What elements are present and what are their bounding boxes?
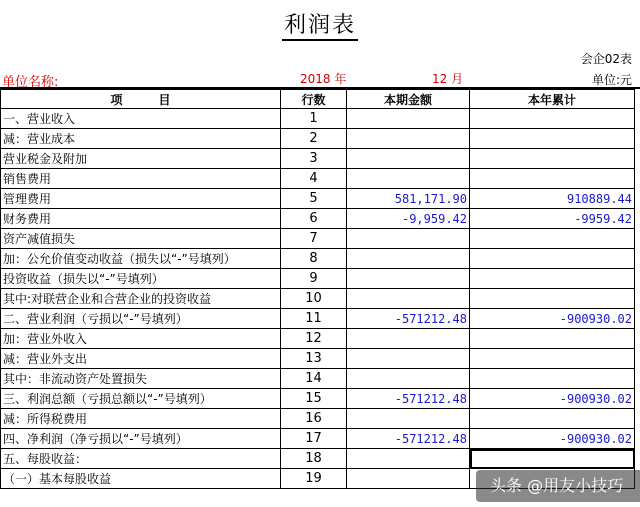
- cell-item[interactable]: 资产减值损失: [1, 229, 281, 249]
- cell-item[interactable]: 四、净利润（净亏损以“-”号填列）: [1, 429, 281, 449]
- cell-row-number[interactable]: 6: [281, 209, 347, 229]
- cell-current-amount[interactable]: 581,171.90: [347, 189, 470, 209]
- table-row: [1, 429, 635, 449]
- cell-item[interactable]: 投资收益（损失以“-”号填列）: [1, 269, 281, 289]
- cell-row-number[interactable]: 3: [281, 149, 347, 169]
- cell-item[interactable]: 三、利润总额（亏损总额以“-”号填列）: [1, 389, 281, 409]
- cell-current-amount[interactable]: [347, 369, 470, 389]
- cell-ytd-amount[interactable]: [470, 269, 635, 289]
- cell-item[interactable]: 财务费用: [1, 209, 281, 229]
- cell-current-amount[interactable]: [347, 409, 470, 429]
- table-row: [1, 129, 635, 149]
- header-current-amount[interactable]: 本期金额: [347, 90, 470, 109]
- cell-ytd-amount[interactable]: [470, 149, 635, 169]
- cell-row-number[interactable]: 2: [281, 129, 347, 149]
- cell-current-amount[interactable]: [347, 449, 470, 469]
- cell-row-number[interactable]: 12: [281, 329, 347, 349]
- cell-item[interactable]: 加：营业外收入: [1, 329, 281, 349]
- report-year[interactable]: 2018 年: [300, 72, 347, 86]
- cell-item[interactable]: （一）基本每股收益: [1, 469, 281, 489]
- report-month[interactable]: 12 月: [432, 72, 464, 86]
- cell-row-number[interactable]: 7: [281, 229, 347, 249]
- cell-item[interactable]: 管理费用: [1, 189, 281, 209]
- cell-ytd-amount[interactable]: [470, 289, 635, 309]
- table-row: [1, 449, 635, 469]
- cell-ytd-amount[interactable]: -9959.42: [470, 209, 635, 229]
- table-row: [1, 389, 635, 409]
- cell-row-number[interactable]: 13: [281, 349, 347, 369]
- table-row: [1, 409, 635, 429]
- form-code: 会企02表: [580, 52, 632, 66]
- cell-item[interactable]: 营业税金及附加: [1, 149, 281, 169]
- cell-item[interactable]: 减：所得税费用: [1, 409, 281, 429]
- cell-ytd-amount[interactable]: [470, 129, 635, 149]
- cell-item[interactable]: 其中:对联营企业和合营企业的投资收益: [1, 289, 281, 309]
- cell-row-number[interactable]: 16: [281, 409, 347, 429]
- cell-item[interactable]: 二、营业利润（亏损以“-”号填列）: [1, 309, 281, 329]
- cell-current-amount[interactable]: -571212.48: [347, 309, 470, 329]
- table-row: [1, 149, 635, 169]
- cell-ytd-amount[interactable]: [470, 249, 635, 269]
- table-row: [1, 229, 635, 249]
- cell-row-number[interactable]: 8: [281, 249, 347, 269]
- cell-current-amount[interactable]: -571212.48: [347, 389, 470, 409]
- table-row: [1, 249, 635, 269]
- cell-current-amount[interactable]: [347, 229, 470, 249]
- cell-row-number[interactable]: 5: [281, 189, 347, 209]
- header-ytd-amount[interactable]: 本年累计: [470, 90, 635, 109]
- table-row: [1, 189, 635, 209]
- table-row: [1, 369, 635, 389]
- cell-row-number[interactable]: 14: [281, 369, 347, 389]
- cell-row-number[interactable]: 10: [281, 289, 347, 309]
- cell-ytd-amount[interactable]: [470, 449, 635, 469]
- cell-item[interactable]: 减：营业成本: [1, 129, 281, 149]
- table-row: [1, 289, 635, 309]
- report-title: 利润表: [0, 8, 640, 39]
- cell-ytd-amount[interactable]: [470, 169, 635, 189]
- cell-ytd-amount[interactable]: [470, 229, 635, 249]
- table-row: [1, 309, 635, 329]
- table-row: [1, 169, 635, 189]
- cell-ytd-amount[interactable]: 910889.44: [470, 189, 635, 209]
- cell-current-amount[interactable]: [347, 169, 470, 189]
- cell-row-number[interactable]: 17: [281, 429, 347, 449]
- cell-item[interactable]: 销售费用: [1, 169, 281, 189]
- unit-name-label[interactable]: 单位名称:: [2, 75, 59, 90]
- cell-ytd-amount[interactable]: -900930.02: [470, 429, 635, 449]
- currency-unit: 单位:元: [591, 73, 632, 87]
- cell-current-amount[interactable]: -9,959.42: [347, 209, 470, 229]
- table-row: [1, 209, 635, 229]
- cell-row-number[interactable]: 15: [281, 389, 347, 409]
- cell-item[interactable]: 其中：非流动资产处置损失: [1, 369, 281, 389]
- cell-item[interactable]: 五、每股收益：: [1, 449, 281, 469]
- cell-row-number[interactable]: 1: [281, 109, 347, 129]
- income-statement-table: [0, 89, 635, 489]
- cell-row-number[interactable]: 18: [281, 449, 347, 469]
- table-row: [1, 349, 635, 369]
- cell-row-number[interactable]: 9: [281, 269, 347, 289]
- cell-ytd-amount[interactable]: [470, 349, 635, 369]
- cell-current-amount[interactable]: [347, 269, 470, 289]
- cell-current-amount[interactable]: [347, 329, 470, 349]
- cell-ytd-amount[interactable]: -900930.02: [470, 309, 635, 329]
- cell-ytd-amount[interactable]: [470, 109, 635, 129]
- cell-current-amount[interactable]: [347, 129, 470, 149]
- cell-row-number[interactable]: 4: [281, 169, 347, 189]
- cell-row-number[interactable]: 19: [281, 469, 347, 489]
- cell-ytd-amount[interactable]: [470, 369, 635, 389]
- table-row: [1, 329, 635, 349]
- cell-item[interactable]: 加：公允价值变动收益（损失以“-”号填列）: [1, 249, 281, 269]
- cell-ytd-amount[interactable]: -900930.02: [470, 389, 635, 409]
- cell-current-amount[interactable]: [347, 249, 470, 269]
- cell-item[interactable]: 一、营业收入: [1, 109, 281, 129]
- cell-current-amount[interactable]: [347, 289, 470, 309]
- watermark: 头条 @用友小技巧: [476, 470, 640, 502]
- header-row-number[interactable]: 行数: [281, 90, 347, 109]
- table-header-row: [1, 90, 635, 109]
- cell-row-number[interactable]: 11: [281, 309, 347, 329]
- table-row: [1, 109, 635, 129]
- cell-ytd-amount[interactable]: [470, 329, 635, 349]
- cell-current-amount[interactable]: [347, 109, 470, 129]
- cell-item[interactable]: 减：营业外支出: [1, 349, 281, 369]
- table-row: [1, 269, 635, 289]
- cell-ytd-amount[interactable]: [470, 409, 635, 429]
- header-item[interactable]: 项 目: [1, 90, 281, 109]
- cell-current-amount[interactable]: [347, 149, 470, 169]
- cell-current-amount[interactable]: [347, 469, 470, 489]
- cell-current-amount[interactable]: [347, 349, 470, 369]
- cell-current-amount[interactable]: -571212.48: [347, 429, 470, 449]
